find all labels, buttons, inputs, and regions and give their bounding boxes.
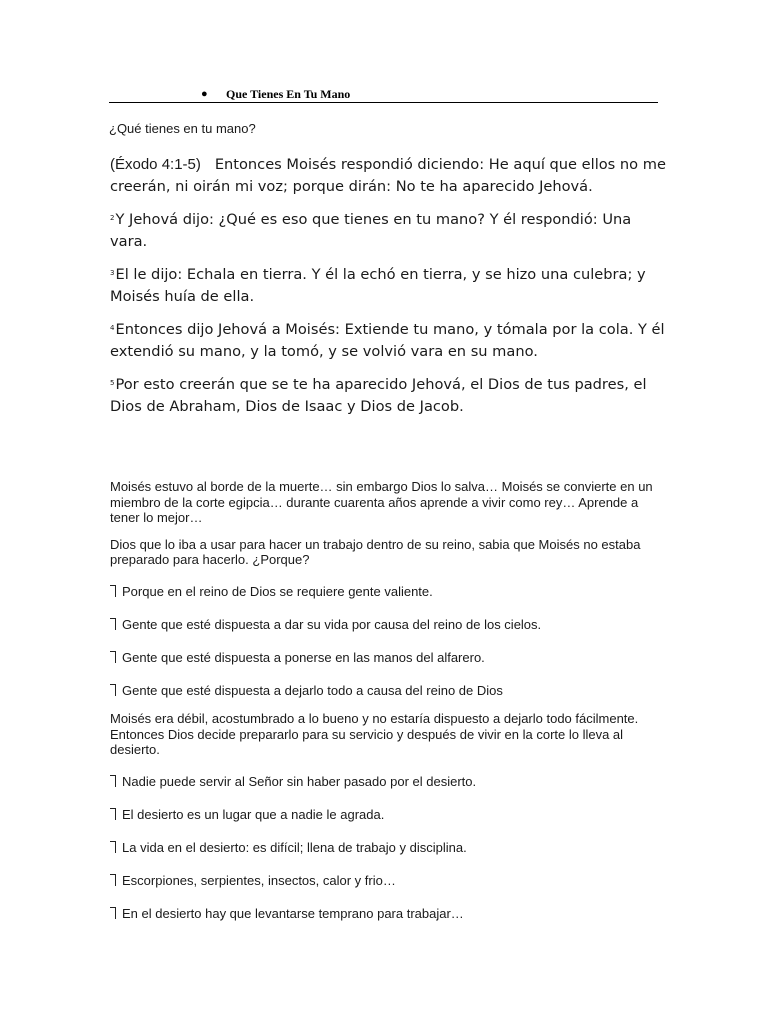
- verse-text: Entonces Moisés respondió diciendo: He aquí que ellos no me creerán, ni oirán mi voz; porque dirán: No te ha aparecido Jehová.: [110, 156, 666, 195]
- verse-5: [110, 372, 670, 418]
- bullet-icon: ●: [201, 88, 208, 100]
- list-item: Nadie puede servir al Señor sin haber pasado por el desierto.: [110, 774, 658, 790]
- scripture-passage: [110, 154, 670, 427]
- bracket-bullet-icon: [110, 585, 116, 597]
- verse-text: El le dijo: Echala en tierra. Y él la echó en tierra, y se hizo una culebra; y Moisés huía de ella.: [110, 266, 646, 305]
- document-title: Que Tienes En Tu Mano: [226, 87, 351, 101]
- verse-text: Entonces dijo Jehová a Moisés: Extiende tu mano, y tómala por la cola. Y él extendió su mano, y la tomó, y se volvió vara en su mano.: [110, 321, 665, 360]
- bracket-bullet-icon: [110, 808, 116, 820]
- verse-number: 5: [110, 379, 115, 387]
- bracket-bullet-icon: [110, 651, 116, 663]
- verse-reference: (Éxodo 4:1-5): [110, 156, 201, 173]
- verse-text: Y Jehová dijo: ¿Qué es eso que tienes en tu mano? Y él respondió: Una vara.: [110, 211, 632, 250]
- verse-number: 3: [110, 269, 115, 277]
- bracket-bullet-icon: [110, 684, 116, 696]
- verse-4: [110, 317, 670, 363]
- bracket-bullet-icon: [110, 618, 116, 630]
- verse-1: [110, 154, 670, 198]
- list-item: En el desierto hay que levantarse temprano para trabajar…: [110, 906, 658, 922]
- commentary: [110, 479, 658, 939]
- bracket-bullet-icon: [110, 907, 116, 919]
- list-item: La vida en el desierto: es difícil; llena de trabajo y disciplina.: [110, 840, 658, 856]
- verse-number: 2: [110, 214, 115, 222]
- paragraph: Dios que lo iba a usar para hacer un trabajo dentro de su reino, sabia que Moisés no estaba preparado para hacerlo. ¿Porque?: [110, 536, 641, 568]
- bracket-bullet-icon: [110, 775, 116, 787]
- paragraph: Moisés era débil, acostumbrado a lo bueno y no estaría dispuesto a dejarlo todo fácilmente. Entonces Dios decide prepararlo para su servicio y después de vivir en la corte lo lleva al desierto.: [110, 710, 639, 758]
- verse-number: 4: [110, 324, 115, 332]
- list-item: Gente que esté dispuesta a dejarlo todo a causa del reino de Dios: [110, 683, 658, 699]
- verse-2: [110, 207, 670, 253]
- opening-question: ¿Qué tienes en tu mano?: [109, 121, 256, 136]
- verse-text: Por esto creerán que se te ha aparecido Jehová, el Dios de tus padres, el Dios de Abraham, Dios de Isaac y Dios de Jacob.: [110, 376, 647, 415]
- list-item: Porque en el reino de Dios se requiere gente valiente.: [110, 584, 658, 600]
- list-item: Gente que esté dispuesta a ponerse en las manos del alfarero.: [110, 650, 658, 666]
- verse-3: [110, 262, 670, 308]
- list-item: El desierto es un lugar que a nadie le agrada.: [110, 807, 658, 823]
- bracket-bullet-icon: [110, 841, 116, 853]
- document-header: [109, 86, 658, 103]
- bracket-bullet-icon: [110, 874, 116, 886]
- list-item: Escorpiones, serpientes, insectos, calor y frio…: [110, 873, 658, 889]
- list-item: Gente que esté dispuesta a dar su vida por causa del reino de los cielos.: [110, 617, 658, 633]
- paragraph: Moisés estuvo al borde de la muerte… sin embargo Dios lo salva… Moisés se convierte en un miembro de la corte egipcia… durante cuarenta años aprende a vivir como rey… Aprende a tener lo mejor…: [110, 479, 653, 526]
